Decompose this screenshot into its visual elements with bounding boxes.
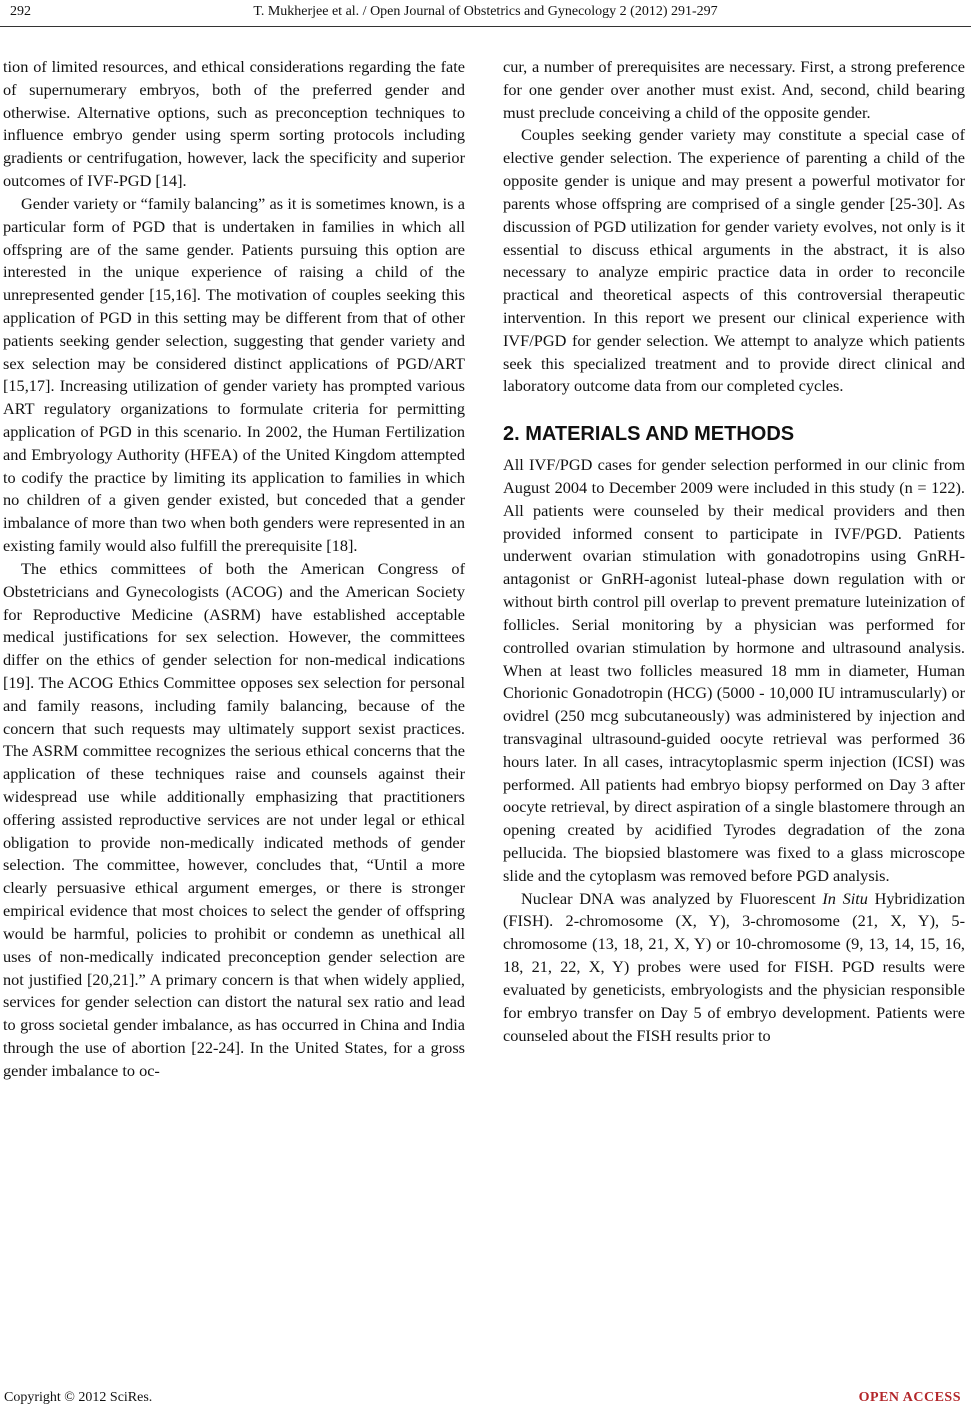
page-header xyxy=(0,0,971,28)
page-number: 292 xyxy=(10,4,31,19)
paragraph xyxy=(503,888,965,1048)
text-run: Hybridization (FISH). 2-chromosome (X, Y), 3-chromosome (21, X, Y), 5-chromosome (13, 18, 21, X, Y) or 10-chromosome (9, 13, 14, 15, 16, 18, 21, 22, X, Y) probes were used for FISH. PGD results were evaluated by geneticists, embryologists and the physician responsible for embryo transfer on Day 5 of embryo development. Patients were counseled about the FISH results prior to xyxy=(503,888,966,1045)
paragraph: cur, a number of prerequisites are necessary. First, a strong preference for one gender over another must exist. And, second, child bearing must preclude conceiving a child of the opposite gender. xyxy=(503,57,965,122)
text-run: Nuclear DNA was analyzed by Fluorescent xyxy=(521,888,823,908)
copyright-notice: Copyright © 2012 SciRes. xyxy=(4,1390,153,1405)
paragraph: Couples seeking gender variety may constitute a special case of elective gender selection. The experience of parenting a child of the opposite gender is unique and may present a powerful motivator for parents whose offspring are comprised of a single gender [25-30]. As discussion of PGD utilization for gender variety evolves, not only is it essential to discuss ethical arguments in the abstract, it is also necessary to analyze empiric practice data in order to reconcile practical and theoretical aspects of this controversial therapeutic intervention. In this report we present our clinical experience with IVF/PGD for gender selection. We attempt to analyze which patients seek this specialized treatment and to provide direct clinical and laboratory outcome data from our completed cycles. xyxy=(503,125,965,396)
right-column xyxy=(503,56,965,1047)
running-title: T. Mukherjee et al. / Open Journal of Obstetrics and Gynecology 2 (2012) 291-297 xyxy=(253,4,718,19)
paragraph: Gender variety or “family balancing” as it is sometimes known, is a particular form of PGD that is undertaken in families in which all offspring are of the same gender. Patients pursuing this option are interested in the unique experience of raising a child of the unrepresented gender [15,16]. The motivation of couples seeking this application of PGD in this setting may be different from that of other patients seeking gender selection, suggesting that gender variety and sex selection may be considered distinct applications of PGD/ART [15,17]. Increasing utilization of gender variety has prompted various ART regulatory organizations to formulate criteria for permitting application of PGD in this scenario. In 2002, the Human Fertilization and Embryology Authority (HFEA) of the United Kingdom attempted to codify the practice by limiting its application to families in which no children of a given gender existed, but conceded that a gender imbalance of more than two when both genders were represented in an existing family would also fulfill the prerequisite [18]. xyxy=(3,193,465,556)
open-access-label: OPEN ACCESS xyxy=(858,1390,961,1405)
paragraph: The ethics committees of both the American Congress of Obstetricians and Gynecologists (ACOG) and the American Society for Reproductive Medicine (ASRM) have established acceptable medical justifications for sex selection. However, the committees differ on the ethics of gender selection for non-medical indications [19]. The ACOG Ethics Committee opposes sex selection for personal and family reasons, including family balancing, because of the concern that such requests may ultimately support sexist practices. The ASRM committee recognizes the serious ethical concerns that the application of these techniques raise and counsels against their widespread use while additionally emphasizing that practitioners offering assisted reproductive services are not under legal or ethical obligation to provide non-medically indicated methods of gender selection. The committee, however, concludes that, “Until a more clearly persuasive ethical argument emerges, or there is stronger empirical evidence that most choices to select the gender of offspring would be harmful, policies to prohibit or condemn as unethical all uses of non-medically indicated preconception gender selection are not justified [20,21].” A primary concern is that when widely applied, services for gender selection can distort the natural sex ratio and lead to gross societal gender imbalance, as has occurred in China and India through the use of abortion [22-24]. In the United States, for a gross gender imbalance to oc- xyxy=(3,558,465,1080)
section-heading: 2. MATERIALS AND METHODS xyxy=(503,423,795,446)
page-footer xyxy=(0,1390,971,1412)
paragraph: tion of limited resources, and ethical considerations regarding the fate of supernumerary embryos, both of the preferred gender and otherwise. Alternative options, such as preconception techniques to influence embryo gender using sperm sorting protocols including gradients or centrifugation, however, lack the specificity and superior outcomes of IVF-PGD [14]. xyxy=(3,57,465,191)
italic-term: In Situ xyxy=(822,888,868,908)
header-divider xyxy=(0,26,971,27)
paragraph: All IVF/PGD cases for gender selection performed in our clinic from August 2004 to December 2009 were included in this study (n = 122). All patients were counseled by their medical providers and then provided informed consent to participate in IVF/PGD. Patients underwent ovarian stimulation with gonadotropins using GnRH-antagonist or GnRH-agonist luteal-phase down regulation with or without birth control pill overlap to prevent premature luteinization of follicles. Serial monitoring by a physician was performed for controlled ovarian stimulation by hormone and ultrasound analysis. When at least two follicles measured 18 mm in diameter, Human Chorionic Gonadotropin (HCG) (5000 - 10,000 IU intramuscularly) or ovidrel (250 mcg subcutaneously) was administered by injection and transvaginal ultrasound-guided oocyte retrieval was performed 36 hours later. In all cases, intracytoplasmic sperm injection (ICSI) was performed. All patients had embryo biopsy performed on Day 3 after oocyte retrieval, by direct aspiration of a single blastomere through an opening created by acidified Tyrodes degradation of the zona pellucida. The biopsied blastomere was fixed to a glass microscope slide and the cytoplasm was removed before PGD analysis. xyxy=(503,455,965,885)
left-column xyxy=(3,56,465,1083)
